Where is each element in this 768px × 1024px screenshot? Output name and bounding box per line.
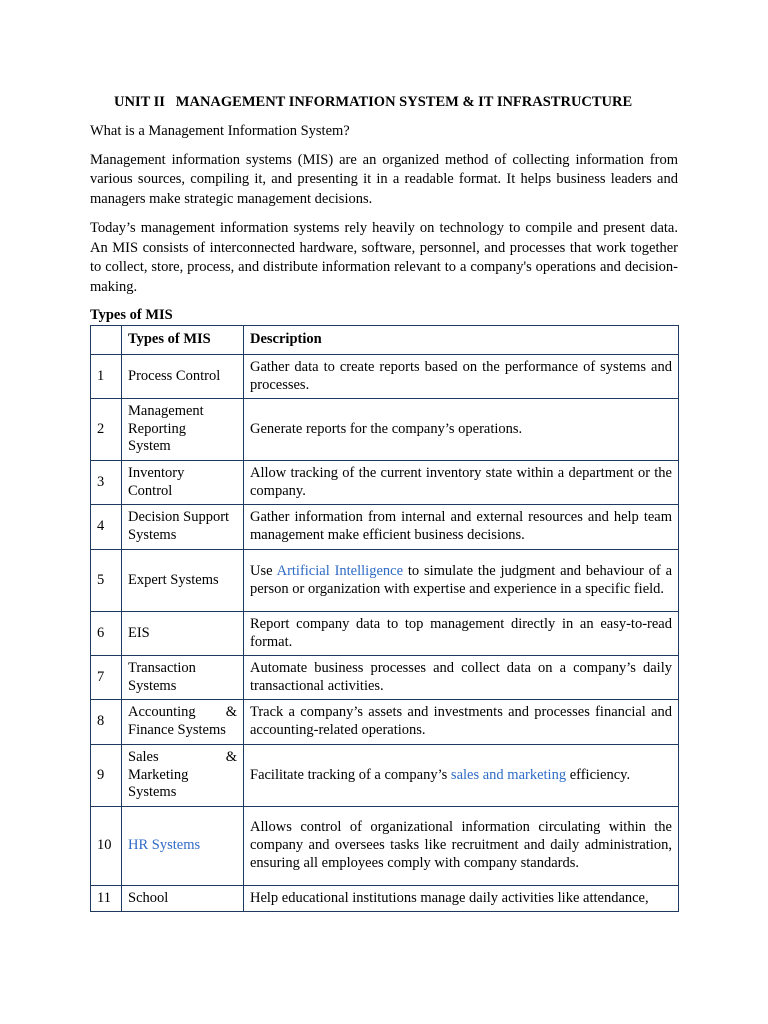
intro-paragraph: Management information systems (MIS) are an organized method of collecting information from various sources, compiling it, and presenting it in a readable format. It helps business leaders and managers make strategic management decisions. [90,151,678,207]
table-row [91,886,679,912]
row-number: 7 [91,656,122,700]
desc-text: efficiency. [566,766,631,783]
desc-text: Facilitate tracking of a company’s [250,766,451,783]
row-number: 10 [91,807,122,886]
table-row [91,656,679,700]
row-number: 3 [91,461,122,505]
table-row [91,550,679,612]
table-row [91,355,679,399]
row-type-text: Management Reporting System [128,402,204,455]
row-type-text: Inventory Control [128,464,185,499]
header-type: Types of MIS [122,326,244,355]
row-type: School [122,886,244,912]
row-type: Process Control [122,355,244,399]
row-number: 8 [91,700,122,745]
row-type-line [128,749,237,767]
question-text: What is a Management Information System? [90,123,350,139]
table-row [91,461,679,505]
ampersand: & [225,704,237,721]
table-row [91,700,679,745]
row-type [122,807,244,886]
row-description: Gather data to create reports based on the performance of systems and processes. [244,355,679,399]
table-row [91,807,679,886]
row-type [122,745,244,807]
table-row [91,612,679,656]
row-number: 11 [91,886,122,912]
row-description: Automate business processes and collect data on a company’s daily transactional activities. [244,656,679,700]
header-description: Description [244,326,679,355]
row-description: Track a company’s assets and investments and processes financial and accounting-related operations. [244,700,679,745]
row-number: 9 [91,745,122,807]
row-description: Allow tracking of the current inventory state within a department or the company. [244,461,679,505]
row-type: Expert Systems [122,550,244,612]
row-description [244,745,679,807]
row-type-text: Transaction Systems [128,659,196,694]
sales-and-marketing-link[interactable]: sales and marketing [450,766,567,783]
desc-text: to simulate the judgment and behaviour of a person or organization with expertise and experience in a specific field. [250,562,673,597]
ampersand: & [225,748,237,765]
row-type-word: Sales [128,748,159,765]
row-description: Help educational institutions manage daily activities like attendance, [244,886,679,912]
row-description: Generate reports for the company’s operations. [244,399,679,461]
artificial-intelligence-link[interactable]: Artificial Intelligence [276,562,404,579]
row-number: 2 [91,399,122,461]
table-row [91,745,679,807]
technology-paragraph: Today’s management information systems rely heavily on technology to compile and present data. An MIS consists of interconnected hardware, software, personnel, and processes that work together to collect, store, process, and distribute information relevant to a company's operations and decision-making. [90,220,678,295]
table-row [91,505,679,550]
table-header-row [91,326,679,355]
table-title: Types of MIS [90,307,173,323]
row-type [122,656,244,700]
row-number: 6 [91,612,122,656]
hr-systems-link[interactable]: HR Systems [128,837,201,854]
row-type-text: Decision Support Systems [128,509,230,543]
row-type-line: Finance Systems [128,722,226,738]
desc-text: Use [250,562,277,579]
row-type-word: Accounting [128,704,196,721]
row-description [244,550,679,612]
row-number: 5 [91,550,122,612]
mis-types-table [90,325,679,912]
row-type-line: Marketing Systems [128,766,189,801]
unit-heading: UNIT II MANAGEMENT INFORMATION SYSTEM & IT INFRASTRUCTURE [114,94,633,110]
row-type [122,399,244,461]
row-description: Report company data to top management directly in an easy-to-read format. [244,612,679,656]
row-type [122,461,244,505]
row-description: Allows control of organizational information circulating within the company and oversees tasks like recruitment and daily administration, ensuring all employees comply with company standards. [244,807,679,886]
row-type [122,505,244,550]
row-description: Gather information from internal and external resources and help team management make efficient business decisions. [244,505,679,550]
table-row [91,399,679,461]
document-page [90,92,678,912]
row-type [122,700,244,745]
row-number: 1 [91,355,122,399]
header-num [91,326,122,355]
row-type-line [128,704,237,722]
row-number: 4 [91,505,122,550]
row-type: EIS [122,612,244,656]
